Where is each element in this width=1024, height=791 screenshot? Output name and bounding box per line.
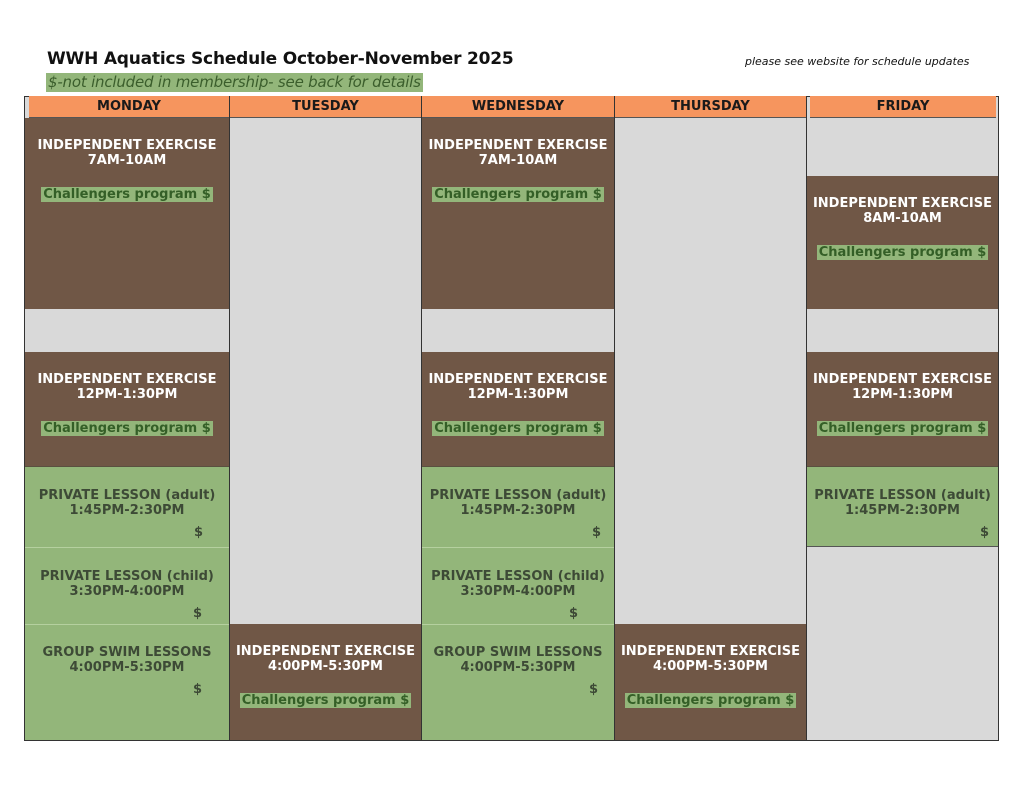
event-time: 3:30PM-4:00PM xyxy=(69,584,185,599)
event-title: INDEPENDENT EXERCISE xyxy=(235,644,416,659)
event-wednesday-private-lesson-child[interactable] xyxy=(422,547,614,624)
fee-indicator: $ xyxy=(193,682,203,697)
day-header-wednesday: WEDNESDAY xyxy=(421,96,614,118)
event-monday-private-lesson-adult[interactable] xyxy=(25,466,229,547)
challengers-program-badge: Challengers program $ xyxy=(818,421,987,436)
event-monday-group-swim-lessons[interactable] xyxy=(25,624,229,740)
fee-indicator: $ xyxy=(980,525,990,540)
event-friday-independent-exercise-noon[interactable] xyxy=(807,352,998,466)
event-time: 8AM-10AM xyxy=(863,211,942,226)
event-title: PRIVATE LESSON (child) xyxy=(40,569,214,584)
event-time: 1:45PM-2:30PM xyxy=(460,503,576,518)
event-thursday-independent-exercise-evening[interactable] xyxy=(615,624,806,740)
challengers-program-badge: Challengers program $ xyxy=(626,693,795,708)
event-friday-private-lesson-adult[interactable] xyxy=(807,466,998,547)
challengers-program-badge: Challengers program $ xyxy=(43,421,211,436)
fee-legend: $-not included in membership- see back for details xyxy=(48,73,421,91)
event-title: INDEPENDENT EXERCISE xyxy=(37,138,217,153)
event-title: INDEPENDENT EXERCISE xyxy=(428,138,608,153)
schedule-updates-note: please see website for schedule updates xyxy=(745,55,970,68)
challengers-program-badge: Challengers program $ xyxy=(818,245,987,260)
event-time: 7AM-10AM xyxy=(87,153,167,168)
event-time: 7AM-10AM xyxy=(478,153,558,168)
page-title: WWH Aquatics Schedule October-November 2025 xyxy=(47,49,514,69)
event-time: 3:30PM-4:00PM xyxy=(460,584,576,599)
event-wednesday-independent-exercise-noon[interactable] xyxy=(422,352,614,466)
event-monday-private-lesson-child[interactable] xyxy=(25,547,229,624)
event-monday-independent-exercise-noon[interactable] xyxy=(25,352,229,466)
challengers-program-badge: Challengers program $ xyxy=(434,421,602,436)
fee-indicator: $ xyxy=(592,525,602,540)
fee-indicator: $ xyxy=(589,682,599,697)
day-header-tuesday: TUESDAY xyxy=(229,96,421,118)
event-title: INDEPENDENT EXERCISE xyxy=(812,196,993,211)
event-time: 4:00PM-5:30PM xyxy=(460,660,576,675)
event-title: PRIVATE LESSON (adult) xyxy=(429,488,607,503)
event-time: 1:45PM-2:30PM xyxy=(845,503,960,518)
event-time: 12PM-1:30PM xyxy=(76,387,178,402)
event-time: 12PM-1:30PM xyxy=(467,387,569,402)
event-title: INDEPENDENT EXERCISE xyxy=(37,372,217,387)
fee-indicator: $ xyxy=(569,606,579,621)
event-wednesday-group-swim-lessons[interactable] xyxy=(422,624,614,740)
event-time: 4:00PM-5:30PM xyxy=(268,659,383,674)
event-tuesday-independent-exercise-evening[interactable] xyxy=(230,624,421,740)
event-title: PRIVATE LESSON (adult) xyxy=(38,488,216,503)
event-title: INDEPENDENT EXERCISE xyxy=(812,372,993,387)
event-friday-independent-exercise-morning[interactable] xyxy=(807,176,998,309)
event-title: PRIVATE LESSON (child) xyxy=(431,569,605,584)
day-header-thursday: THURSDAY xyxy=(614,96,806,118)
event-time: 12PM-1:30PM xyxy=(852,387,953,402)
fee-indicator: $ xyxy=(193,606,203,621)
challengers-program-badge: Challengers program $ xyxy=(241,693,410,708)
event-monday-independent-exercise-morning[interactable] xyxy=(25,118,229,309)
event-wednesday-private-lesson-adult[interactable] xyxy=(422,466,614,547)
day-header-monday: MONDAY xyxy=(29,96,229,118)
event-time: 1:45PM-2:30PM xyxy=(69,503,185,518)
event-title: INDEPENDENT EXERCISE xyxy=(428,372,608,387)
event-time: 4:00PM-5:30PM xyxy=(653,659,768,674)
event-title: GROUP SWIM LESSONS xyxy=(42,645,212,660)
challengers-program-badge: Challengers program $ xyxy=(43,187,211,202)
event-title: INDEPENDENT EXERCISE xyxy=(620,644,801,659)
day-header-friday: FRIDAY xyxy=(810,96,996,118)
event-title: GROUP SWIM LESSONS xyxy=(433,645,603,660)
event-title: PRIVATE LESSON (adult) xyxy=(814,488,991,503)
event-wednesday-independent-exercise-morning[interactable] xyxy=(422,118,614,309)
challengers-program-badge: Challengers program $ xyxy=(434,187,602,202)
fee-indicator: $ xyxy=(194,525,204,540)
event-time: 4:00PM-5:30PM xyxy=(69,660,185,675)
